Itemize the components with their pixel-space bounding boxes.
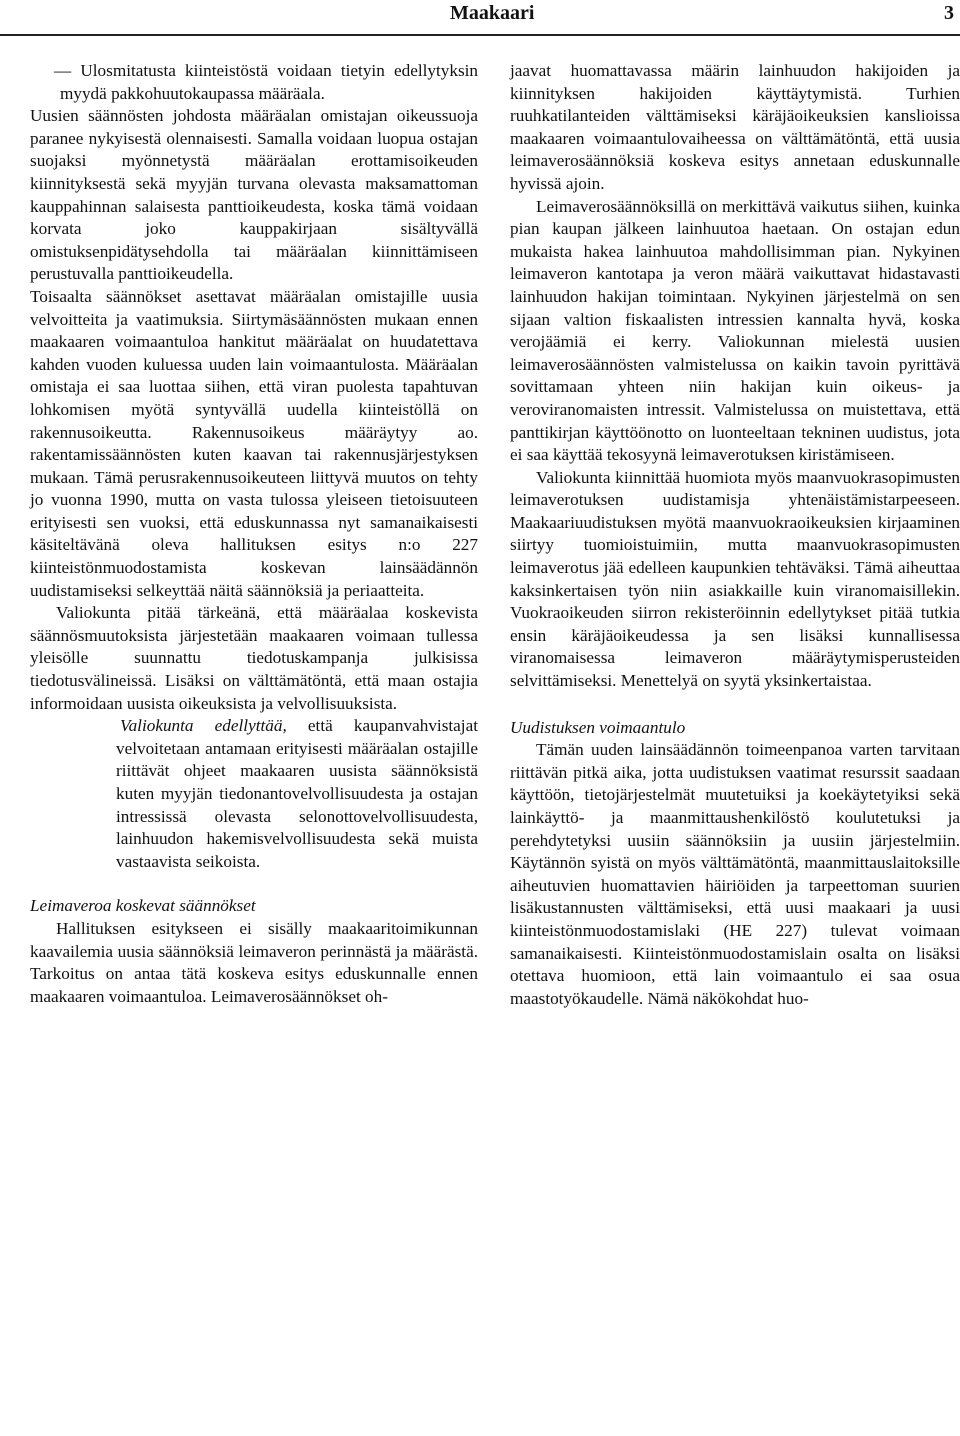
running-header: [0, 2, 960, 28]
right-column: [510, 60, 960, 1010]
emphasis-text: Valiokunta edellyttää,: [120, 716, 287, 736]
emphasised-paragraph: [30, 715, 478, 873]
page-number: 3: [944, 2, 954, 24]
paragraph: Hallituksen esitykseen ei sisälly maakaaritoimikunnan kaavailemia uusia säännöksiä leimaveron perinnästä ja määrästä. Tarkoitus on antaa tätä koskeva esitys eduskunnalle ennen maakaaren voimaantuloa. Leimaverosäännökset oh-: [30, 918, 478, 1006]
paragraph: Uusien säännösten johdosta määräalan omistajan oikeussuoja paranee nykyisestä olennaisesti. Samalla voidaan luopua ostajan suojaksi myönnetystä määräalan erottamisoikeuden kiinnityksestä sekä myyjän turvana olevasta maksamattoman kauppahinnan salaisesta panttioikeudesta, koska tämä voidaan korvata joko kauppakirjaan sisältyvällä omistuksenpidätysehdolla tai määräalan kiinnittämiseen perustuvalla panttioikeudella.: [30, 106, 478, 284]
paragraph: Valiokunta kiinnittää huomiota myös maanvuokrasopimusten leimaverotuksen uudistamisja yhtenäistämistarpeeseen. Maakaariuudistuksen myötä maanvuokraoikeuksien kirjaaminen siirtyy tuomioistuimiin, mutta maanvuokrasopimusten leimaverotus jää edelleen kaupunkien tehtäväksi. Tämä aiheuttaa kaksinkertaisen työn niin asiakkaille kuin viranomaisillekin. Vuokraoikeuden siirron rekisteröinnin edellytykset pitää tutkia ensin käräjäoikeudessa ja sen lisäksi kunnallisessa viranomaisessa leimaveron määräytymisperusteiden selvittämiseksi. Menettelyä on syytä yksinkertaistaa.: [510, 467, 960, 691]
paragraph: Tämän uuden lainsäädännön toimeenpanoa varten tarvitaan riittävän pitkä aika, jotta uudistuksen vaatimat resurssit saadaan käyttöön, tietojärjestelmät muutetuiksi ja koekäytetyiksi sekä lainkäyttö- ja maanmittaushenkilöstö koulutetuksi ja perehdytetyksi uusiin säännöksiin ja uusiin järjestelmiin. Käytännön syistä on myös välttämätöntä, maanmittauslaitoksille aiheutuvien huomattavien häiriöiden ja tarpeettoman suurien lisäkustannusten välttämiseksi, että uusi maakaari ja uusi kiinteistönmuodostamislaki (HE 227) tulevat voimaan samanaikaisesti. Kiinteistönmuodostamislain osalta on lisäksi otettava huomioon, että lain voimaantulo ei saa osua maastotyökaudelle. Nämä näkökohdat huo-: [510, 740, 960, 1008]
running-title: Maakaari: [450, 2, 535, 24]
section-heading: Uudistuksen voimaantulo: [510, 717, 686, 737]
section-heading: Leimaveroa koskevat säännökset: [30, 896, 256, 916]
paragraph: Leimaverosäännöksillä on merkittävä vaikutus siihen, kuinka pian kaupan jälkeen lainhuutoa haetaan. On ostajan edun mukaista hakea lainhuutoa mahdollisimman pian. Nykyinen leimaveron kantotapa ja veron määrä vaikuttavat hidastavasti lainhuudon hakijan toimintaan. Nykyinen järjestelmä on sen sijaan valtion fiskaalisten intressien kannalta hyvä, koska verojäämiä ei kerry. Valiokunnan mielestä uusien leimaverosäännösten valmistelussa on kaikin tavoin pyrittävä sovittamaan yhteen niin hakijan kuin oikeus- ja veroviranomaisten intressit. Valmistelussa on muistettava, että panttikirjan käyttöönotto on luonteeltaan tekninen uudistus, jota ei saa käyttää tekosyynä leimaverotuksen kiristämiseen.: [510, 196, 960, 465]
header-rule: [0, 34, 960, 36]
paragraph: jaavat huomattavassa määrin lainhuudon hakijoiden ja kiinnityksen hakijoiden käyttäytymistä. Turhien ruuhkatilanteiden välttämiseksi käräjäoikeuksien kanslioissa maakaaren voimaantulovaiheessa on välttämätöntä, että uusia leimaverosäännöksiä koskeva esitys annetaan eduskunnalle hyvissä ajoin.: [510, 61, 960, 193]
paragraph: Valiokunta pitää tärkeänä, että määräalaa koskevista säännösmuutoksista järjestetään maakaaren voimaan tullessa yleisölle suunnattu tiedotuskampanja julkisissa tiedotusvälineissä. Lisäksi on välttämätöntä, että maan ostajia informoidaan uusista oikeuksista ja velvollisuuksista.: [30, 603, 478, 713]
dash-list-item: — Ulosmitatusta kiinteistöstä voidaan tietyin edellytyksin myydä pakkohuutokaupassa määräala.: [54, 61, 478, 103]
paragraph-rest: että kaupanvahvistajat velvoitetaan antamaan erityisesti määräalan ostajille riittävät ohjeet maakaaren uusista säännöksistä kuten myyjän tiedonantovelvollisuudesta ja ostajan intressissä olevasta selonottovelvollisuudesta, lainhuudon hakemisvelvollisuudesta sekä muista vastaavista seikoista.: [116, 716, 478, 871]
paragraph: Toisaalta säännökset asettavat määräalan omistajille uusia velvoitteita ja vaatimuksia. Siirtymäsäännösten mukaan ennen maakaaren voimaantuloa hankitut määräalat on huudatettava kahden vuoden kuluessa uuden lain voimaantulosta. Määräalan omistaja ei saa luottaa siihen, että viran puolesta tapahtuvan lohkomisen myötä syntyvällä uudella kiinteistöllä on rakennusoikeutta. Rakennusoikeus määräytyy ao. rakentamissäännösten kuten kaavan tai rakennusjärjestyksen mukaan. Tämä perusrakennusoikeuteen liittyvä muutos on tehty jo vuonna 1990, mutta on vasta tulossa yleiseen tietoisuuteen erityisesti sen vuoksi, että eduskunnassa nyt samanaikaisesti käsiteltävänä oleva hallituksen esitys n:o 227 kiinteistönmuodostamista koskevan lainsäädännön uudistamiseksi selkeyttää näitä säännöksiä ja periaatteita.: [30, 286, 478, 600]
left-column: [30, 60, 478, 1008]
